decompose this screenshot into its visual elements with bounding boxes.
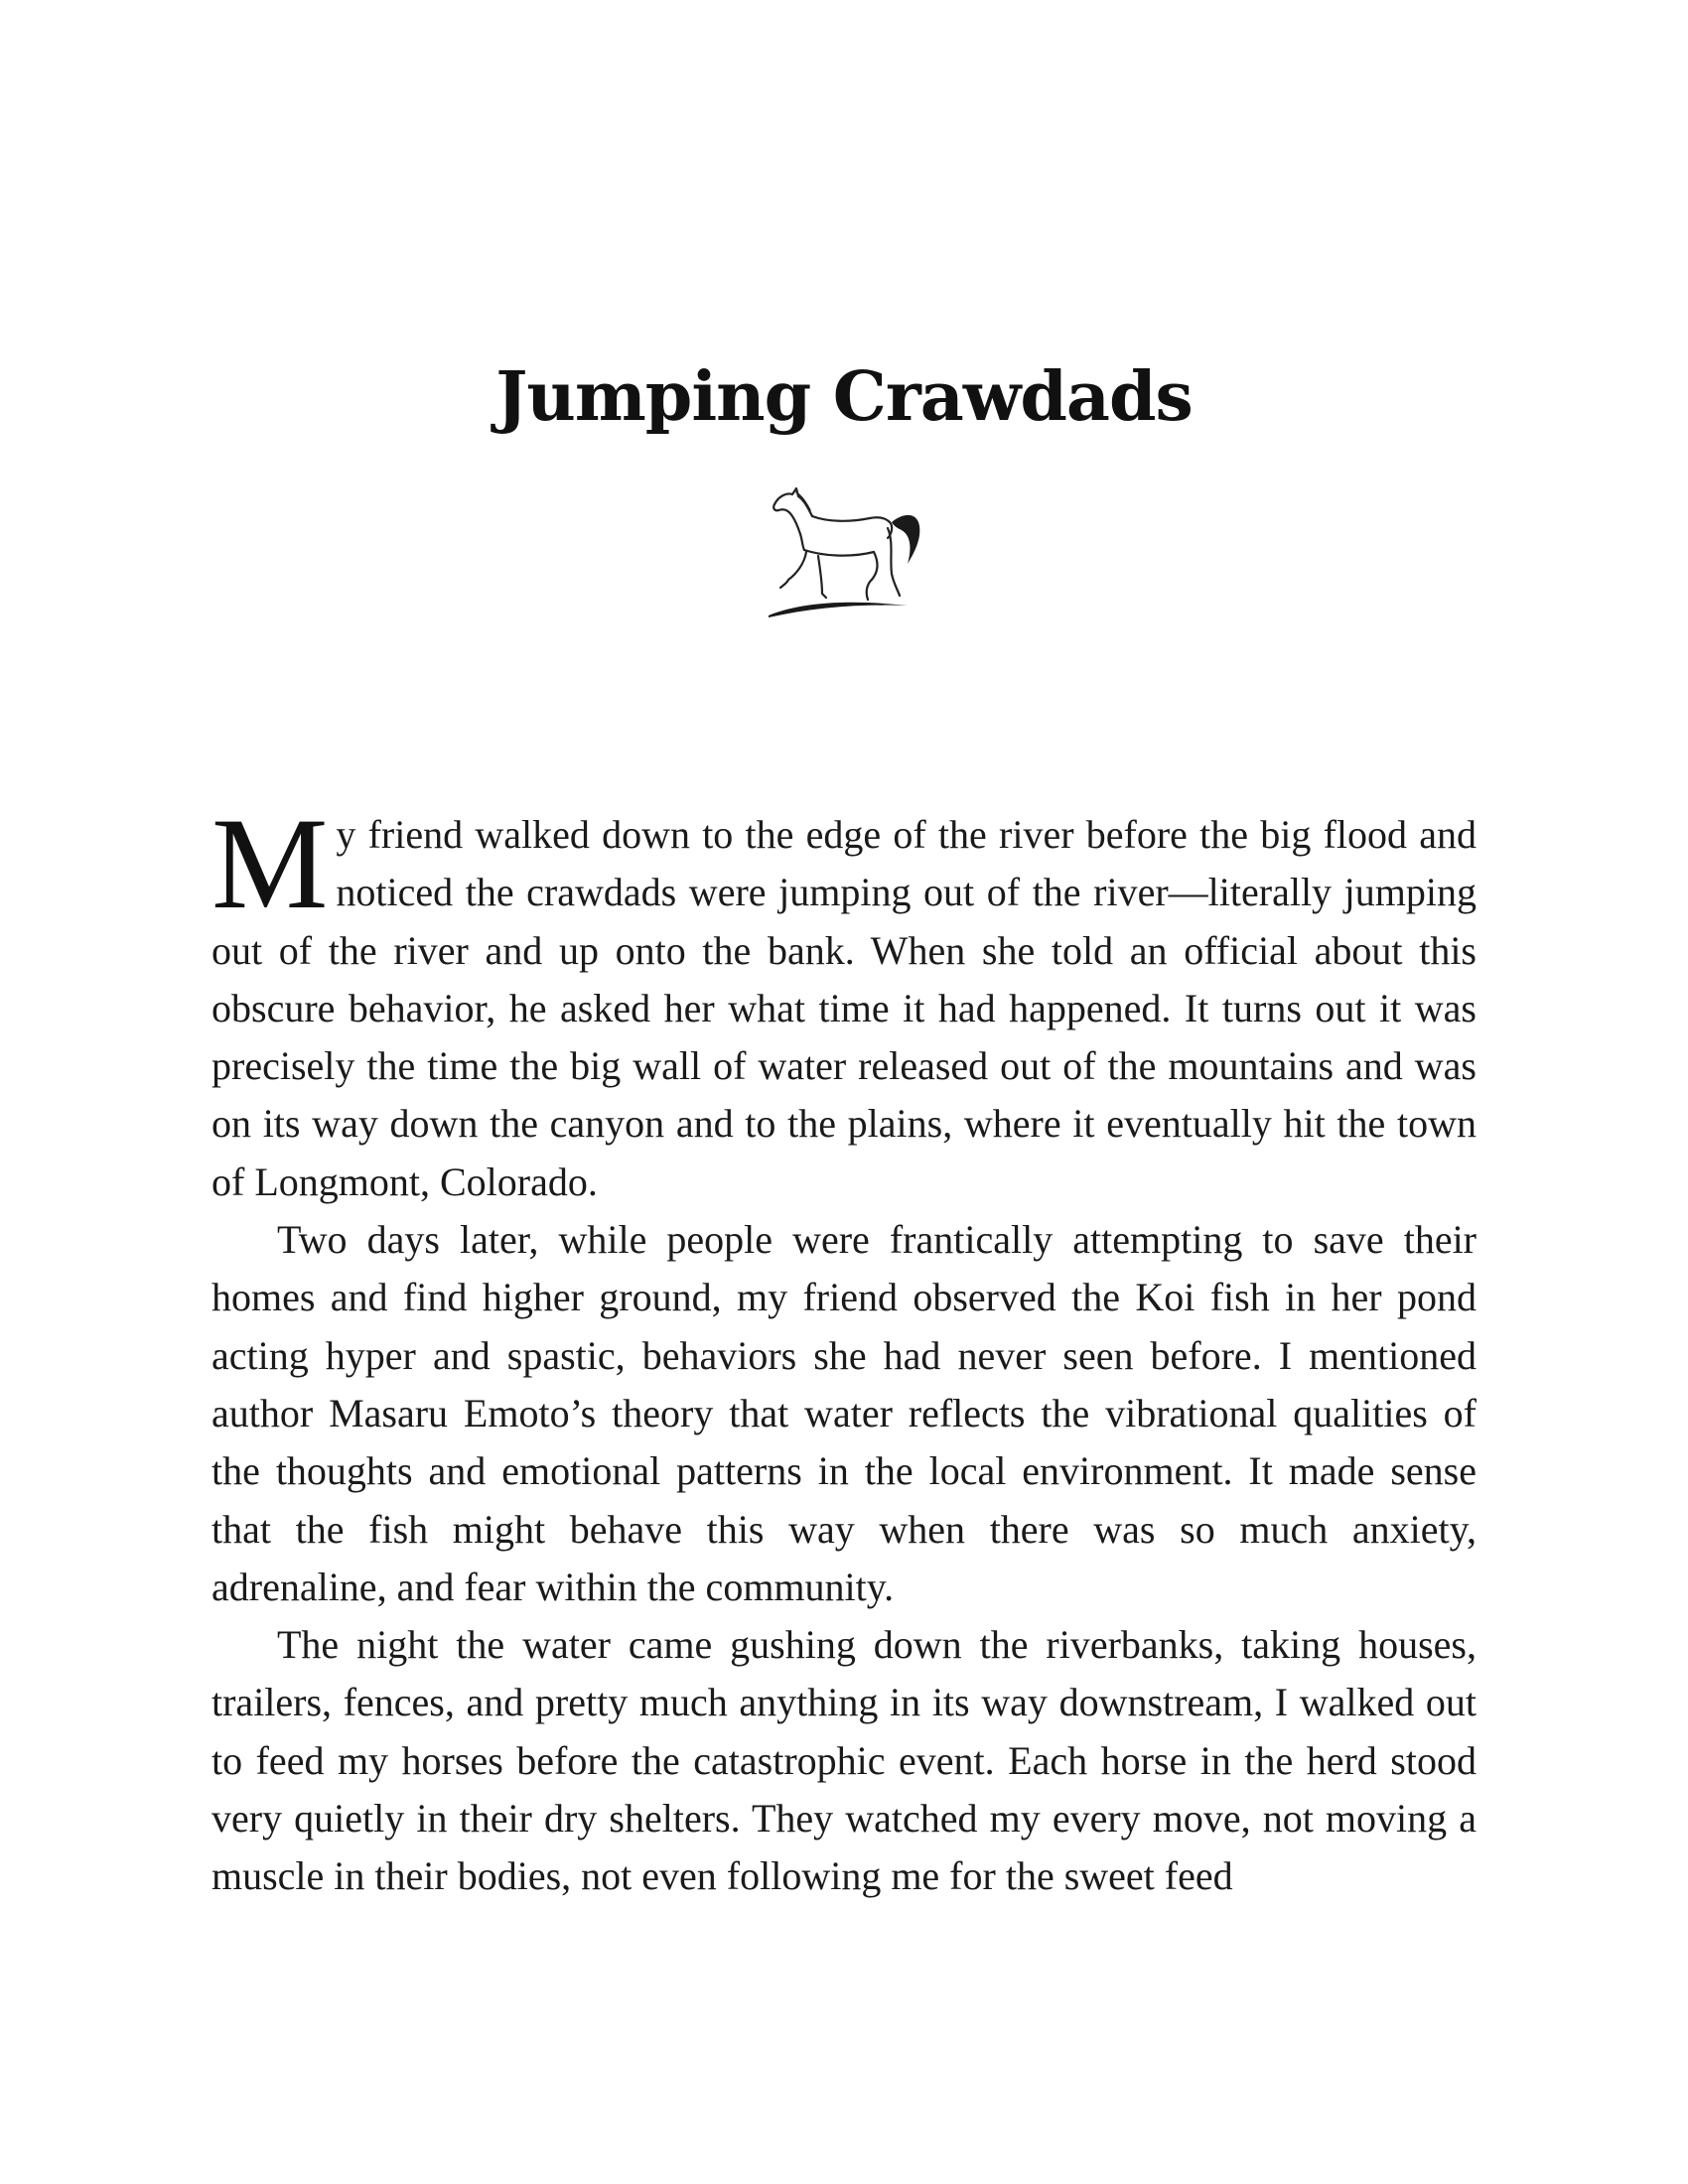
drop-cap: M [211, 790, 329, 936]
paragraph-3: The night the water came gushing down the riverbanks, taking houses, trailers, fences, and pretty much anything in its way downstream, I walked out to feed my horses before the catastrophic event. Each horse in the herd stood very quietly in their dry shelters. They watched my every move, not moving a muscle in their bodies, not even following me for the sweet feed [211, 1622, 1477, 1899]
paragraph-1-text: y friend walked down to the edge of the river before the big flood and noticed the crawdads were jumping out of the river—literally jumping out of the river and up onto the bank. When she told an official about this obscure behavior, he asked her what time it had happened. It turns out it was precisely the time the big wall of water released out of the mountains and was on its way down the canyon and to the plains, where it eventually hit the town of Longmont, Colorado. [211, 812, 1477, 1204]
paragraph-2: Two days later, while people were frantically attempting to save their homes and find higher ground, my friend observed the Koi fish in her pond acting hyper and spastic, behaviors she had never seen before. I mentioned author Masaru Emoto’s theory that water reflects the vibrational qualities of the thoughts and emotional patterns in the local environment. It made sense that the fish might behave this way when there was so much anxiety, adrenaline, and fear within the community. [211, 1217, 1477, 1609]
paragraph-1 [211, 790, 1477, 1211]
chapter-body [211, 790, 1477, 1906]
horse-icon [763, 478, 925, 627]
chapter-title: Jumping Crawdads [495, 357, 1193, 437]
